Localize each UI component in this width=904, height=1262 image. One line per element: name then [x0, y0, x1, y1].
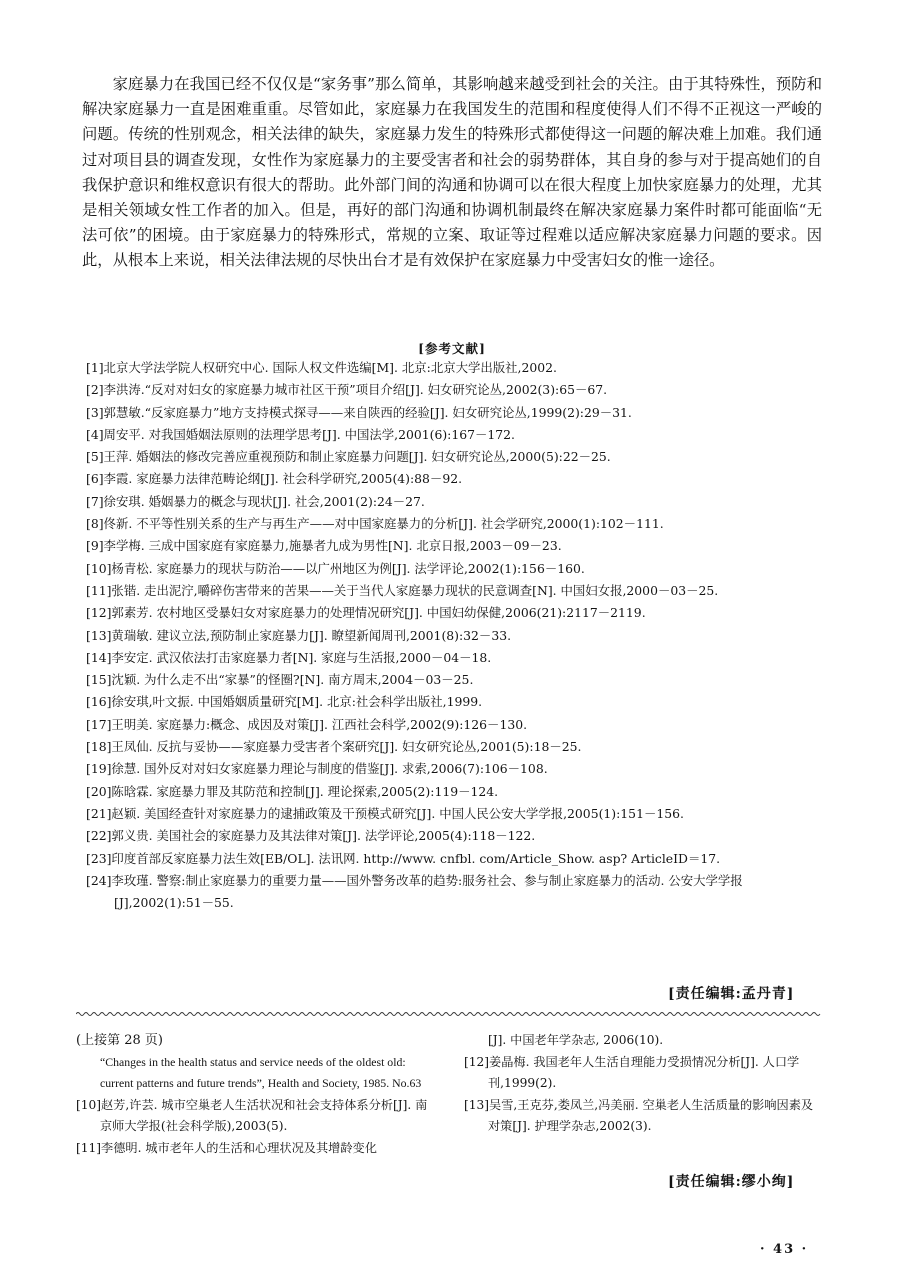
reference-item: “Changes in the health status and service needs of the oldest old: current patterns and future trends”, Health and Society, 1985. No.63 [100, 1054, 422, 1091]
reference-item: [23]印度首部反家庭暴力法生效[EB/OL]. 法讯网. http://www. cnfbl. com/Article_Show. asp? ArticleID＝17. [86, 850, 721, 866]
responsible-editor: [责任编辑:缪小绚] [668, 1174, 795, 1190]
reference-item: [14]李安定. 武汉依法打击家庭暴力者[N]. 家庭与生活报,2000－04－18. [86, 649, 492, 665]
reference-item: [20]陈晗霖. 家庭暴力罪及其防范和控制[J]. 理论探索,2005(2):119－124. [86, 783, 499, 799]
references-list [86, 357, 830, 914]
reference-item: [10]杨青松. 家庭暴力的现状与防治——以广州地区为例[J]. 法学评论,2002(1):156－160. [86, 560, 585, 576]
responsible-editor: [责任编辑:孟丹青] [668, 986, 795, 1002]
reference-item: [21]赵颖. 美国经查针对家庭暴力的逮捕政策及干预模式研究[J]. 中国人民公安大学学报,2005(1):151－156. [86, 805, 684, 821]
reference-item: [11]李德明. 城市老年人的生活和心理状况及其增龄变化 [76, 1140, 377, 1155]
reference-item: [1]北京大学法学院人权研究中心. 国际人权文件选编[M]. 北京:北京大学出版社,2002. [86, 360, 557, 375]
right-column [464, 1030, 824, 1138]
left-column [76, 1030, 438, 1160]
reference-item: [15]沈颖. 为什么走不出“家暴”的怪圈?[N]. 南方周末,2004－03－25. [86, 672, 474, 688]
reference-item: [12]郭素芳. 农村地区受暴妇女对家庭暴力的处理情况研究[J]. 中国妇幼保健,2006(21):2117－2119. [86, 605, 646, 621]
reference-item: [12]姜晶梅. 我国老年人生活自理能力受损情况分析[J]. 人口学刊,1999(2). [464, 1054, 800, 1091]
body-paragraph: 家庭暴力在我国已经不仅仅是“家务事”那么简单，其影响越来越受到社会的关注。由于其特殊性，预防和解决家庭暴力一直是困难重重。尽管如此，家庭暴力在我国发生的范围和程度使得人们不得不正视这一严峻的问题。传统的性别观念，相关法律的缺失，家庭暴力发生的特殊形式都使得这一问题的解决难上加难。我们通过对项目县的调查发现，女性作为家庭暴力的主要受害者和社会的弱势群体，其自身的参与对于提高她们的自我保护意识和维权意识有很大的帮助。此外部门间的沟通和协调可以在很大程度上加快家庭暴力的处理，尤其是相关领域女性工作者的加入。但是，再好的部门沟通和协调机制最终在解决家庭暴力案件时都可能面临“无法可依”的困境。由于家庭暴力的特殊形式，常规的立案、取证等过程难以适应解决家庭暴力问题的要求。因此，从根本上来说，相关法律法规的尽快出台才是有效保护在家庭暴力中受害妇女的惟一途径。 [82, 75, 822, 270]
reference-item: [13]吴雪,王克芬,娄凤兰,冯美丽. 空巢老人生活质量的影响因素及对策[J]. 护理学杂志,2002(3). [464, 1097, 814, 1134]
reference-item: [J]. 中国老年学杂志, 2006(10). [488, 1033, 664, 1047]
reference-item: [8]佟新. 不平等性别关系的生产与再生产——对中国家庭暴力的分析[J]. 社会学研究,2000(1):102－111. [86, 516, 664, 532]
reference-item: [9]李学梅. 三成中国家庭有家庭暴力,施暴者九成为男性[N]. 北京日报,2003－09－23. [86, 538, 562, 554]
reference-item: [11]张锴. 走出泥泞,嚼碎伤害带来的苦果——关于当代人家庭暴力现状的民意调查[N]. 中国妇女报,2000－03－25. [86, 582, 719, 598]
reference-item: [10]赵芳,许芸. 城市空巢老人生活状况和社会支持体系分析[J]. 南京师大学报(社会科学版),2003(5). [76, 1097, 428, 1134]
reference-item: [6]李霞. 家庭暴力法律范畴论纲[J]. 社会科学研究,2005(4):88－92. [86, 471, 463, 487]
reference-item: [18]王凤仙. 反抗与妥协——家庭暴力受害者个案研究[J]. 妇女研究论丛,2001(5):18－25. [86, 739, 582, 755]
wavy-divider [76, 1010, 822, 1018]
reference-item: [24]李玫瑾. 警察:制止家庭暴力的重要力量——国外警务改革的趋势:服务社会、参与制止家庭暴力的活动. 公安大学学报[J],2002(1):51－55. [86, 872, 743, 911]
references-heading: [参考文献] [418, 341, 486, 356]
reference-item: [22]郭义贵. 美国社会的家庭暴力及其法律对策[J]. 法学评论,2005(4):118－122. [86, 828, 536, 844]
reference-item: [16]徐安琪,叶文振. 中国婚姻质量研究[M]. 北京:社会科学出版社,1999. [86, 694, 483, 710]
page-number: · 43 · [760, 1242, 809, 1257]
reference-item: [2]李洪涛.“反对对妇女的家庭暴力城市社区干预”项目介绍[J]. 妇女研究论丛,2002(3):65－67. [86, 382, 608, 398]
reference-item: [13]黄瑞敏. 建议立法,预防制止家庭暴力[J]. 瞭望新闻周刊,2001(8):32－33. [86, 627, 512, 643]
continued-from-note: (上接第 28 页) [76, 1033, 163, 1048]
reference-item: [5]王萍. 婚姻法的修改完善应重视预防和制止家庭暴力问题[J]. 妇女研究论丛,2000(5):22－25. [86, 449, 611, 465]
reference-item: [3]郭慧敏.“反家庭暴力”地方支持模式探寻——来自陕西的经验[J]. 妇女研究论丛,1999(2):29－31. [86, 404, 632, 420]
reference-item: [7]徐安琪. 婚姻暴力的概念与现状[J]. 社会,2001(2):24－27. [86, 493, 425, 509]
reference-item: [19]徐慧. 国外反对对妇女家庭暴力理论与制度的借鉴[J]. 求索,2006(7):106－108. [86, 761, 548, 777]
reference-item: [17]王明美. 家庭暴力:概念、成因及对策[J]. 江西社会科学,2002(9):126－130. [86, 716, 528, 732]
reference-item: [4]周安平. 对我国婚姻法原则的法理学思考[J]. 中国法学,2001(6):167－172. [86, 426, 515, 442]
